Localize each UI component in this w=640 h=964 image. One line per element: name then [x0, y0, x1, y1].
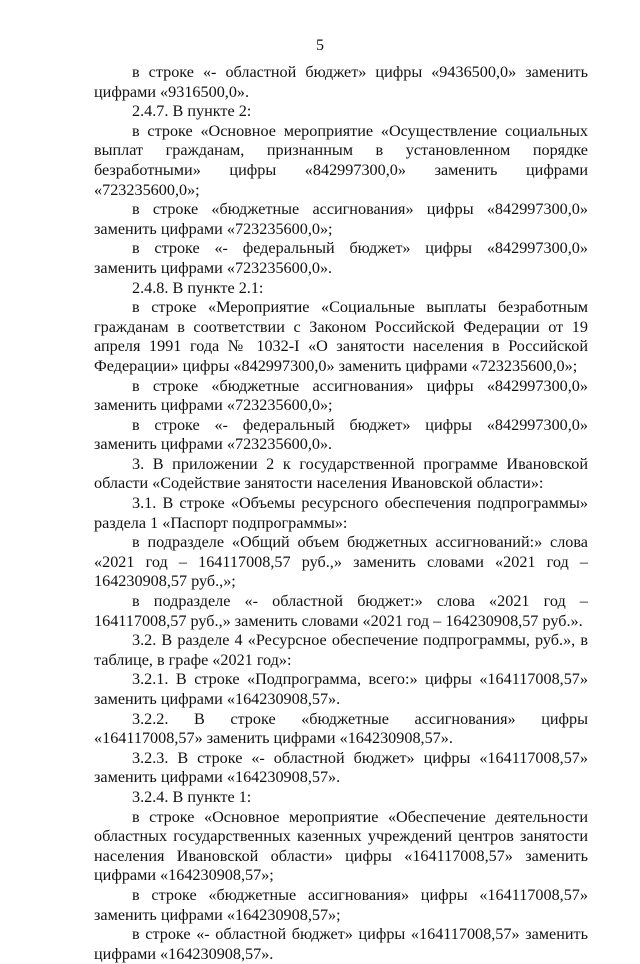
paragraph: в строке «Основное мероприятие «Осуществление социальных выплат гражданам, признанным в установленном порядке безработными» цифры «842997300,0» заменить цифрами «723235600,0»;	[94, 121, 588, 199]
paragraph: в строке «- областной бюджет» цифры «9436500,0» заменить цифрами «9316500,0».	[94, 63, 588, 101]
paragraph: в строке «- областной бюджет» цифры «164117008,57» заменить цифрами «164230908,57».	[94, 925, 588, 963]
paragraph: 2.4.8. В пункте 2.1:	[132, 278, 264, 297]
paragraph: в подразделе «Общий объем бюджетных ассигнований:» слова «2021 год – 164117008,57 руб.,» заменить словами «2021 год – 164230908,57 руб.,»;	[94, 533, 588, 591]
paragraph: в строке «бюджетные ассигнования» цифры «164117008,57» заменить цифрами «164230908,57»;	[94, 885, 588, 924]
paragraph: 2.4.7. В пункте 2:	[132, 102, 252, 121]
paragraph: в строке «бюджетные ассигнования» цифры «842997300,0» заменить цифрами «723235600,0»;	[94, 376, 588, 415]
paragraph: в строке «Мероприятие «Социальные выплаты безработным гражданам в соответствии с Законом Российской Федерации от 19 апреля 1991 года № 1032-I «О занятости населения в Российской Федерации» цифры «842997300,0» заменить цифрами «723235600,0»;	[94, 298, 588, 375]
paragraph: 3.2.4. В пункте 1:	[132, 787, 252, 806]
paragraph: 3.2. В разделе 4 «Ресурсное обеспечение подпрограммы, руб.», в таблице, в графе «2021 год»:	[94, 631, 588, 669]
paragraph: в строке «бюджетные ассигнования» цифры «842997300,0» заменить цифрами «723235600,0»;	[94, 200, 588, 238]
document-body	[94, 63, 588, 964]
paragraph: 3.1. В строке «Объемы ресурсного обеспечения подпрограммы» раздела 1 «Паспорт подпрограммы»:	[94, 494, 588, 532]
paragraph: 3. В приложении 2 к государственной программе Ивановской области «Содействие занятости населения Ивановской области»:	[94, 454, 588, 493]
paragraph: в строке «- федеральный бюджет» цифры «842997300,0» заменить цифрами «723235600,0».	[94, 415, 588, 454]
paragraph: 3.2.2. В строке «бюджетные ассигнования» цифры «164117008,57» заменить цифрами «164230908,57».	[94, 709, 588, 748]
paragraph: в строке «- федеральный бюджет» цифры «842997300,0» заменить цифрами «723235600,0».	[94, 239, 588, 277]
paragraph: в строке «Основное мероприятие «Обеспечение деятельности областных государственных казенных учреждений центров занятости населения Ивановской области» цифры «164117008,57» заменить цифрами «164230908,57»;	[94, 807, 588, 885]
paragraph: 3.2.3. В строке «- областной бюджет» цифры «164117008,57» заменить цифрами «164230908,57».	[94, 748, 588, 787]
page-number: 5	[316, 37, 324, 54]
paragraph: 3.2.1. В строке «Подпрограмма, всего:» цифры «164117008,57» заменить цифрами «164230908,57».	[94, 670, 588, 708]
paragraph: в подразделе «- областной бюджет:» слова «2021 год – 164117008,57 руб.,» заменить словами «2021 год – 164230908,57 руб.».	[94, 592, 588, 630]
